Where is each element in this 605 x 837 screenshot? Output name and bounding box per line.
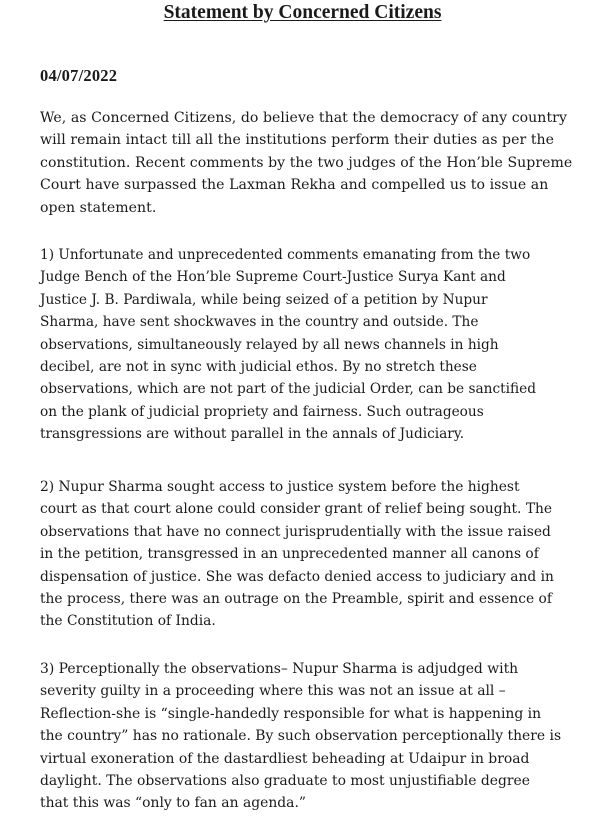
point-2-paragraph — [40, 476, 585, 633]
point-1-line: transgressions are without parallel in the annals of Judiciary. — [40, 426, 465, 443]
point-3-line: severity guilty in a proceeding where this was not an issue at all – — [40, 683, 506, 700]
intro-line: will remain intact till all the institutions perform their duties as per the — [40, 132, 555, 149]
point-2-line: observations that have no connect jurisprudentially with the issue raised — [40, 523, 551, 540]
point-2-line: court as that court alone could consider grant of relief being sought. The — [40, 501, 553, 518]
point-2-line: in the petition, transgressed in an unprecedented manner all canons of — [40, 546, 539, 563]
point-3-line: Reflection-she is “single-handedly responsible for what is happening in — [40, 705, 542, 722]
intro-line: We, as Concerned Citizens, do believe that the democracy of any country — [40, 110, 567, 126]
point-2-line: dispensation of justice. She was defacto denied access to judiciary and in — [40, 568, 554, 585]
intro-paragraph — [40, 107, 585, 219]
point-1-line: observations, simultaneously relayed by all news channels in high — [40, 336, 499, 353]
point-2-line: the Constitution of India. — [40, 613, 216, 630]
point-2-line: the process, there was an outrage on the Preamble, spirit and essence of — [40, 590, 552, 607]
intro-line: constitution. Recent comments by the two judges of the Hon’ble Supreme — [40, 154, 573, 171]
point-1-line: on the plank of judicial propriety and fairness. Such outrageous — [40, 403, 484, 420]
point-1-line: observations, which are not part of the judicial Order, can be sanctified — [40, 381, 537, 398]
document-date: 04/07/2022 — [40, 66, 118, 85]
document-title: Statement by Concerned Citizens — [163, 2, 442, 23]
point-3-line: daylight. The observations also graduate to most unjustifiable degree — [40, 772, 530, 789]
point-1-line: Sharma, have sent shockwaves in the country and outside. The — [40, 314, 479, 331]
point-3-paragraph — [40, 658, 585, 815]
point-1-line: 1) Unfortunate and unprecedented comments emanating from the two — [40, 247, 531, 263]
point-1-line: decibel, are not in sync with judicial ethos. By no stretch these — [40, 358, 477, 375]
point-3-line: virtual exoneration of the dastardliest beheading at Udaipur in broad — [40, 750, 530, 767]
point-1-paragraph — [40, 244, 585, 446]
point-1-line: Judge Bench of the Hon’ble Supreme Court-Justice Surya Kant and — [40, 269, 506, 286]
point-3-line: that this was “only to fan an agenda.” — [40, 795, 306, 812]
intro-line: open statement. — [40, 199, 157, 216]
point-2-line: 2) Nupur Sharma sought access to justice system before the highest — [40, 479, 520, 495]
point-3-line: the country” has no rationale. By such observation perceptionally there is — [40, 728, 562, 745]
point-3-line: 3) Perceptionally the observations– Nupur Sharma is adjudged with — [40, 661, 519, 677]
point-1-line: Justice J. B. Pardiwala, while being seized of a petition by Nupur — [40, 291, 488, 308]
intro-line: Court have surpassed the Laxman Rekha and compelled us to issue an — [40, 177, 549, 194]
